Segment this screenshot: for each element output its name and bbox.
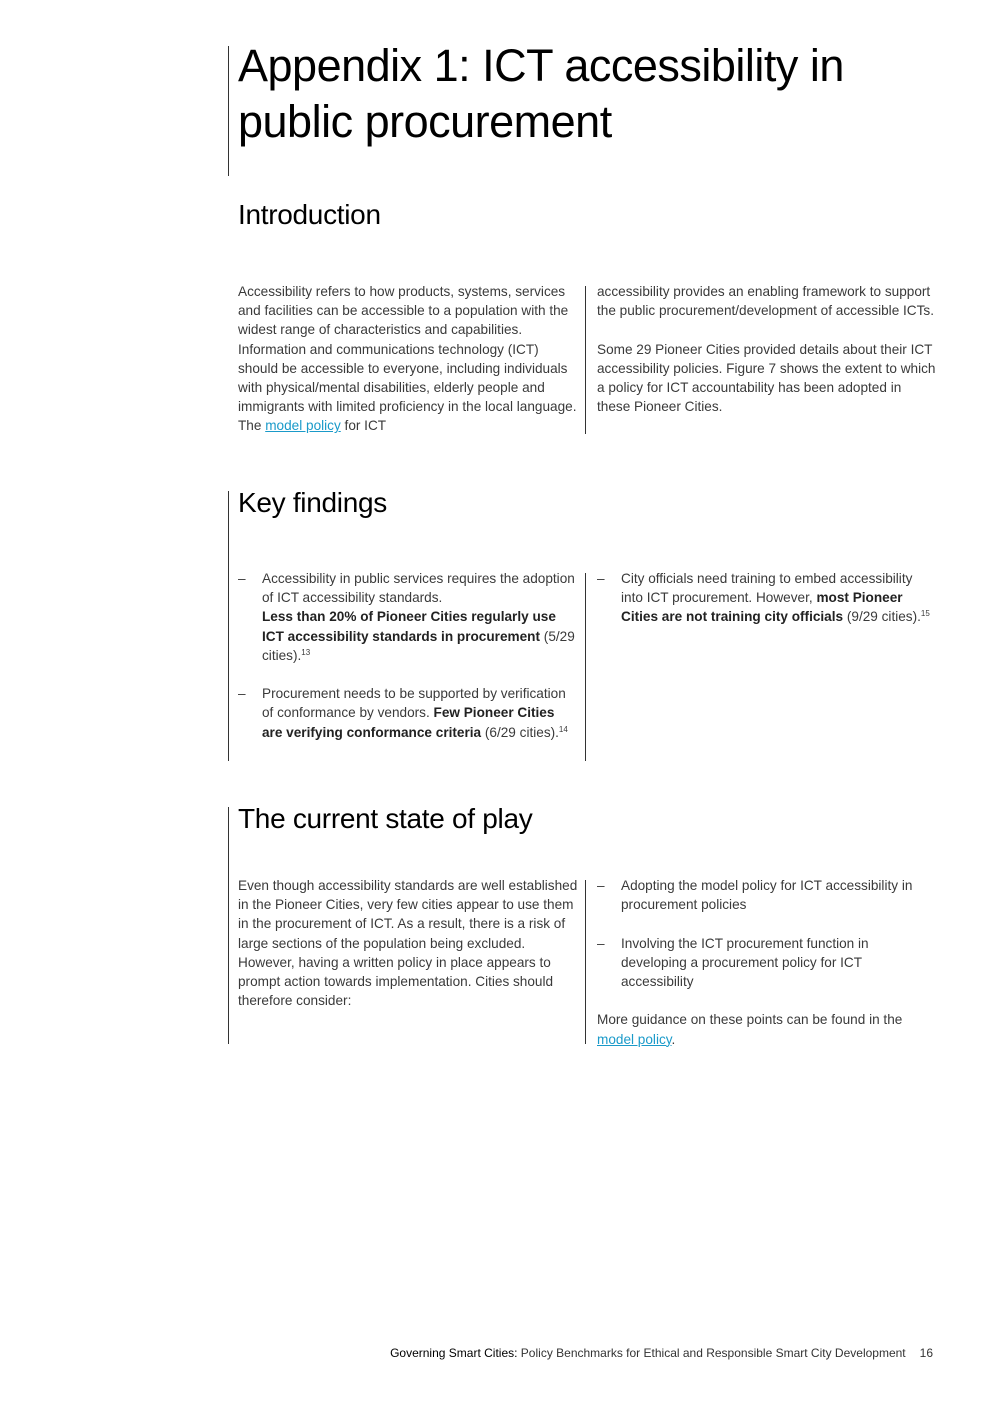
list-item: – Procurement needs to be supported by verification of conformance by vendors. Few Pioneer Cities are verifying conformance criteria (6/29 cities).$^{14}$	[238, 686, 568, 740]
current-state-column-rule	[585, 880, 586, 1044]
key-findings-heading: Key findings	[238, 487, 387, 518]
footnote-ref: 13	[301, 647, 311, 657]
list-item: – City officials need training to embed accessibility into ICT procurement. However, most Pioneer Cities are not training city officials (9/29 cities).$^{15}$	[597, 571, 930, 625]
publication-subtitle: Policy Benchmarks for Ethical and Responsible Smart City Development	[517, 1346, 906, 1360]
key-findings-column-rule	[585, 573, 586, 761]
current-state-heading: The current state of play	[238, 803, 533, 834]
publication-title: Governing Smart Cities:	[390, 1346, 518, 1360]
list-item: – Accessibility in public services requires the adoption of ICT accessibility standards. Less than 20% of Pioneer Cities regularly use ICT accessibility standards in procurement (5/29 cities).$^{13}$	[238, 571, 575, 663]
page-title: Appendix 1: ICT accessibility in public procurement	[238, 40, 844, 147]
list-item: – Involving the ICT procurement function in developing a procurement policy for ICT accessibility	[597, 935, 869, 989]
key-findings-rule	[228, 491, 229, 761]
introduction-paragraph-continued: accessibility provides an enabling framework to support the public procurement/development of accessible ICTs.	[597, 284, 934, 319]
dash-bullet: –	[238, 571, 246, 586]
key-findings-list	[238, 569, 578, 742]
current-state-left-column	[238, 876, 578, 1010]
key-findings-right-column	[597, 569, 937, 627]
page-number: 16	[919, 1346, 933, 1360]
introduction-paragraph-2: Some 29 Pioneer Cities provided details about their ICT accessibility policies. Figure 7 shows the extent to which a policy for ICT accountability has been adopted in these Pioneer Cities.	[597, 341, 936, 415]
intro-column-rule	[585, 286, 586, 434]
current-state-rule	[228, 807, 229, 1044]
title-rule	[228, 46, 229, 176]
key-findings-left-column	[238, 569, 578, 742]
introduction-paragraph: Accessibility refers to how products, systems, services and facilities can be accessible to a population with the widest range of characteristics and capabilities. Information and communications technology (ICT) should be accessible to everyone, including individuals with physical/mental disabilities, elderly people and immigrants with limited proficiency in the local language. The model policy for ICT	[238, 284, 577, 434]
introduction-heading: Introduction	[238, 199, 381, 230]
current-state-paragraph: Even though accessibility standards are well established in the Pioneer Cities, very few cities appear to use them in the procurement of ICT. As a result, there is a risk of large sections of the population being excluded. However, having a written policy in place appears to prompt action towards implementation. Cities should therefore consider:	[238, 878, 578, 1009]
model-policy-link[interactable]: model policy	[597, 1031, 672, 1047]
footnote-ref: 14	[558, 724, 568, 734]
introduction-right-column	[597, 282, 937, 416]
model-policy-link[interactable]: model policy	[265, 418, 341, 434]
dash-bullet: –	[597, 935, 605, 951]
dash-bullet: –	[597, 878, 605, 893]
introduction-left-column	[238, 282, 578, 436]
dash-bullet: –	[597, 571, 605, 586]
dash-bullet: –	[238, 686, 246, 702]
current-state-right-column	[597, 876, 937, 1049]
guidance-paragraph: More guidance on these points can be found in the model policy.	[597, 1012, 903, 1047]
list-item: – Adopting the model policy for ICT accessibility in procurement policies	[597, 878, 913, 913]
page-footer	[300, 1346, 933, 1360]
recommendations-list	[597, 876, 937, 991]
key-findings-list-continued	[597, 569, 937, 627]
footnote-ref: 15	[920, 609, 930, 619]
